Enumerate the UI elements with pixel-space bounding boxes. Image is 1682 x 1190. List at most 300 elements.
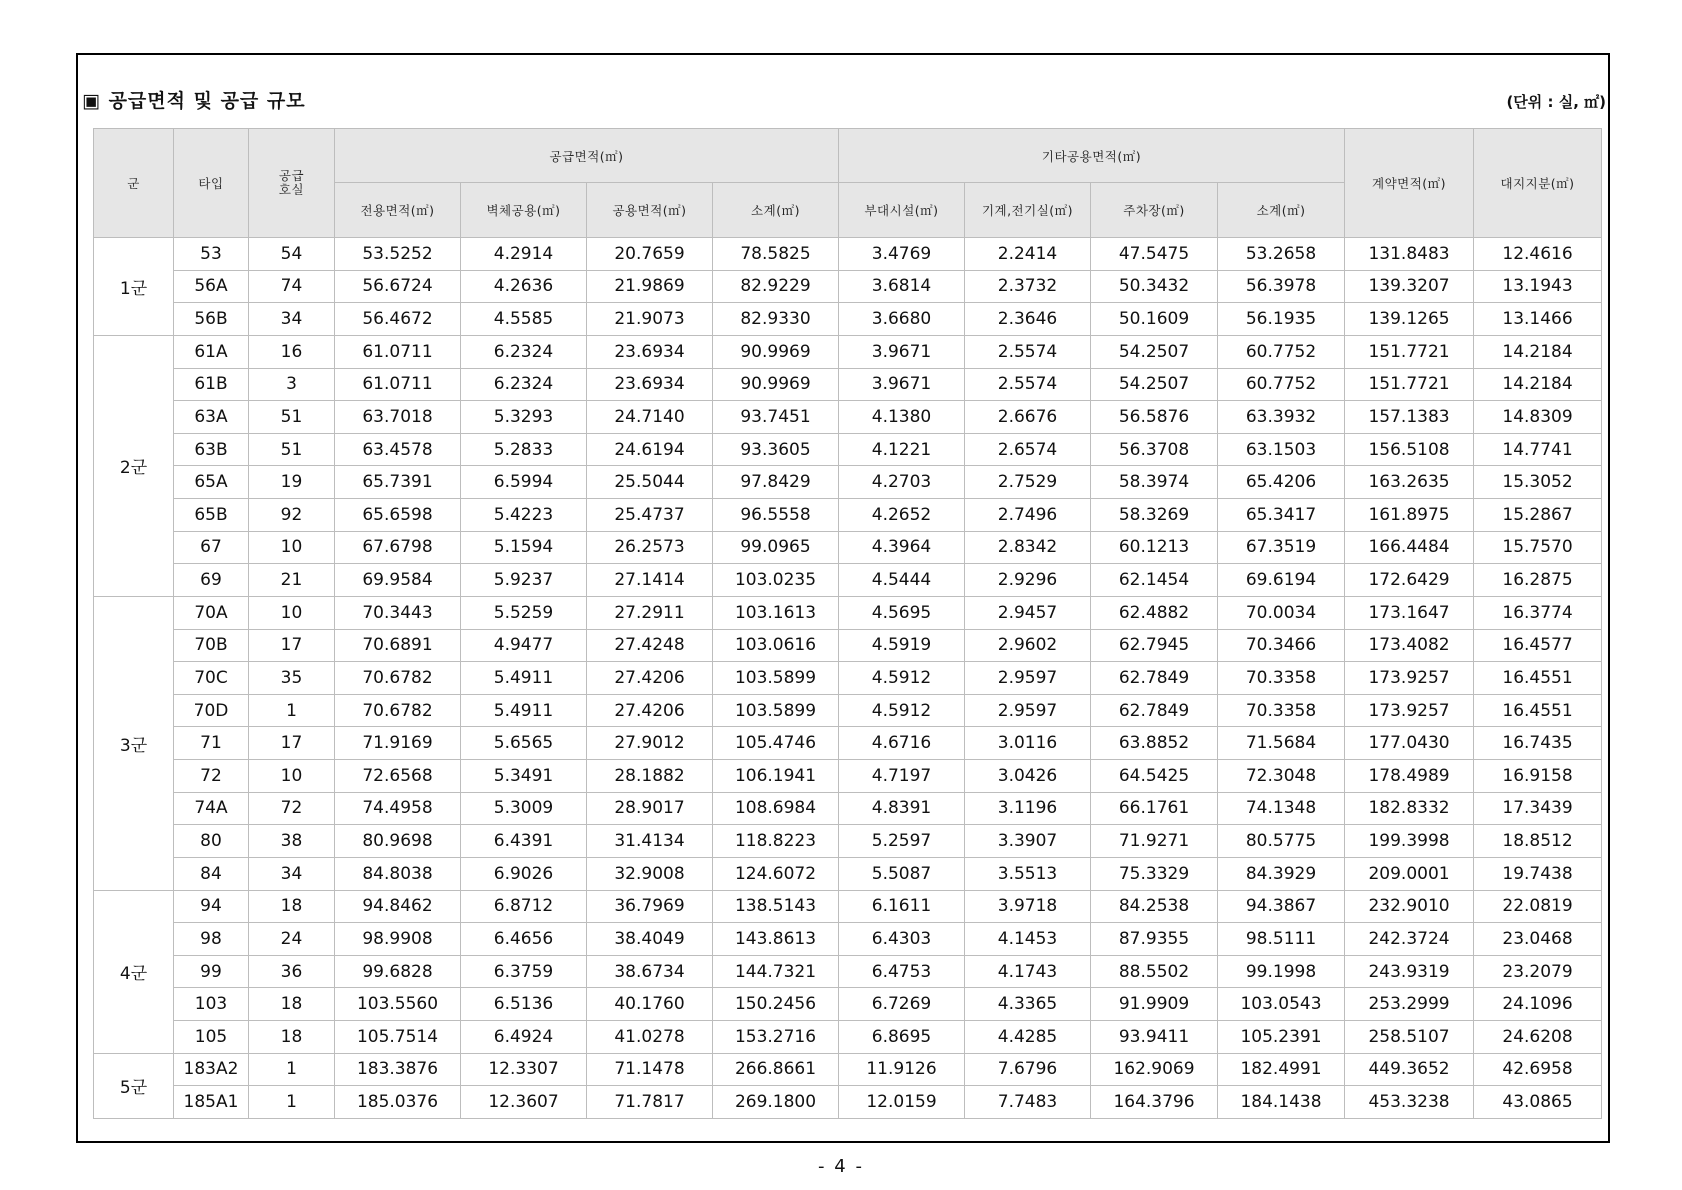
land-share-cell: 16.2875 — [1474, 564, 1602, 597]
contract-area-cell: 163.2635 — [1345, 466, 1474, 499]
common-cell: 25.4737 — [587, 499, 713, 532]
subtotal-supply-cell: 144.7321 — [713, 955, 839, 988]
header-type: 타입 — [174, 129, 249, 238]
land-share-cell: 19.7438 — [1474, 857, 1602, 890]
land-share-cell: 15.3052 — [1474, 466, 1602, 499]
land-share-cell: 16.9158 — [1474, 760, 1602, 793]
land-share-cell: 18.8512 — [1474, 825, 1602, 858]
auxiliary-cell: 12.0159 — [839, 1086, 965, 1119]
header-units-label: 공급 호실 — [278, 168, 305, 197]
wall-common-cell: 6.4391 — [461, 825, 587, 858]
land-share-cell: 23.2079 — [1474, 955, 1602, 988]
auxiliary-cell: 4.6716 — [839, 727, 965, 760]
type-cell: 70C — [174, 662, 249, 695]
subtotal-other-cell: 67.3519 — [1218, 531, 1345, 564]
units-cell: 38 — [249, 825, 335, 858]
units-cell: 10 — [249, 760, 335, 793]
contract-area-cell: 161.8975 — [1345, 499, 1474, 532]
wall-common-cell: 5.3009 — [461, 792, 587, 825]
common-cell: 71.1478 — [587, 1053, 713, 1086]
contract-area-cell: 157.1383 — [1345, 401, 1474, 434]
wall-common-cell: 4.2636 — [461, 270, 587, 303]
land-share-cell: 14.2184 — [1474, 335, 1602, 368]
exclusive-cell: 98.9908 — [335, 923, 461, 956]
unit-note: (단위 : 실, ㎡) — [1506, 93, 1606, 111]
units-cell: 10 — [249, 531, 335, 564]
exclusive-cell: 53.5252 — [335, 238, 461, 271]
table-row — [94, 694, 1602, 727]
parking-cell: 71.9271 — [1091, 825, 1218, 858]
machine-elec-cell: 2.9602 — [965, 629, 1091, 662]
machine-elec-cell: 2.2414 — [965, 238, 1091, 271]
units-cell: 18 — [249, 890, 335, 923]
auxiliary-cell: 3.4769 — [839, 238, 965, 271]
machine-elec-cell: 2.3646 — [965, 303, 1091, 336]
contract-area-cell: 139.3207 — [1345, 270, 1474, 303]
subtotal-other-cell: 98.5111 — [1218, 923, 1345, 956]
subtotal-other-cell: 65.3417 — [1218, 499, 1345, 532]
contract-area-cell: 156.5108 — [1345, 433, 1474, 466]
contract-area-cell: 173.4082 — [1345, 629, 1474, 662]
type-cell: 71 — [174, 727, 249, 760]
machine-elec-cell: 3.5513 — [965, 857, 1091, 890]
type-cell: 80 — [174, 825, 249, 858]
table-row — [94, 792, 1602, 825]
type-cell: 103 — [174, 988, 249, 1021]
parking-cell: 75.3329 — [1091, 857, 1218, 890]
common-cell: 71.7817 — [587, 1086, 713, 1119]
exclusive-cell: 80.9698 — [335, 825, 461, 858]
units-cell: 1 — [249, 1086, 335, 1119]
type-cell: 183A2 — [174, 1053, 249, 1086]
auxiliary-cell: 4.3964 — [839, 531, 965, 564]
common-cell: 26.2573 — [587, 531, 713, 564]
exclusive-cell: 71.9169 — [335, 727, 461, 760]
subtotal-other-cell: 99.1998 — [1218, 955, 1345, 988]
common-cell: 25.5044 — [587, 466, 713, 499]
page-number: - 4 - — [818, 1156, 864, 1177]
land-share-cell: 17.3439 — [1474, 792, 1602, 825]
wall-common-cell: 5.6565 — [461, 727, 587, 760]
common-cell: 32.9008 — [587, 857, 713, 890]
subtotal-supply-cell: 78.5825 — [713, 238, 839, 271]
common-cell: 36.7969 — [587, 890, 713, 923]
units-cell: 10 — [249, 596, 335, 629]
land-share-cell: 43.0865 — [1474, 1086, 1602, 1119]
units-cell: 1 — [249, 694, 335, 727]
common-cell: 28.1882 — [587, 760, 713, 793]
exclusive-cell: 70.3443 — [335, 596, 461, 629]
parking-cell: 62.1454 — [1091, 564, 1218, 597]
exclusive-cell: 70.6891 — [335, 629, 461, 662]
header-other-common-area: 기타공용면적(㎡) — [839, 129, 1345, 183]
exclusive-cell: 74.4958 — [335, 792, 461, 825]
parking-cell: 162.9069 — [1091, 1053, 1218, 1086]
wall-common-cell: 4.5585 — [461, 303, 587, 336]
machine-elec-cell: 3.9718 — [965, 890, 1091, 923]
auxiliary-cell: 4.5919 — [839, 629, 965, 662]
common-cell: 27.4206 — [587, 694, 713, 727]
parking-cell: 63.8852 — [1091, 727, 1218, 760]
contract-area-cell: 232.9010 — [1345, 890, 1474, 923]
units-cell: 54 — [249, 238, 335, 271]
subtotal-other-cell: 94.3867 — [1218, 890, 1345, 923]
machine-elec-cell: 3.0116 — [965, 727, 1091, 760]
units-cell: 24 — [249, 923, 335, 956]
parking-cell: 84.2538 — [1091, 890, 1218, 923]
machine-elec-cell: 2.6574 — [965, 433, 1091, 466]
land-share-cell: 15.7570 — [1474, 531, 1602, 564]
contract-area-cell: 178.4989 — [1345, 760, 1474, 793]
parking-cell: 58.3269 — [1091, 499, 1218, 532]
common-cell: 27.4248 — [587, 629, 713, 662]
common-cell: 21.9073 — [587, 303, 713, 336]
subtotal-supply-cell: 90.9969 — [713, 335, 839, 368]
parking-cell: 56.5876 — [1091, 401, 1218, 434]
table-row — [94, 596, 1602, 629]
units-cell: 19 — [249, 466, 335, 499]
land-share-cell: 24.6208 — [1474, 1021, 1602, 1054]
common-cell: 41.0278 — [587, 1021, 713, 1054]
subtotal-other-cell: 71.5684 — [1218, 727, 1345, 760]
wall-common-cell: 5.9237 — [461, 564, 587, 597]
machine-elec-cell: 2.6676 — [965, 401, 1091, 434]
common-cell: 23.6934 — [587, 335, 713, 368]
wall-common-cell: 5.1594 — [461, 531, 587, 564]
parking-cell: 50.1609 — [1091, 303, 1218, 336]
auxiliary-cell: 11.9126 — [839, 1053, 965, 1086]
machine-elec-cell: 4.1743 — [965, 955, 1091, 988]
group-cell: 2군 — [94, 335, 174, 596]
common-cell: 31.4134 — [587, 825, 713, 858]
units-cell: 35 — [249, 662, 335, 695]
common-cell: 20.7659 — [587, 238, 713, 271]
machine-elec-cell: 2.9296 — [965, 564, 1091, 597]
auxiliary-cell: 3.6680 — [839, 303, 965, 336]
type-cell: 70B — [174, 629, 249, 662]
subtotal-other-cell: 63.1503 — [1218, 433, 1345, 466]
exclusive-cell: 70.6782 — [335, 694, 461, 727]
parking-cell: 66.1761 — [1091, 792, 1218, 825]
auxiliary-cell: 6.4753 — [839, 955, 965, 988]
group-cell: 5군 — [94, 1053, 174, 1118]
wall-common-cell: 6.9026 — [461, 857, 587, 890]
exclusive-cell: 70.6782 — [335, 662, 461, 695]
type-cell: 56B — [174, 303, 249, 336]
contract-area-cell: 243.9319 — [1345, 955, 1474, 988]
subtotal-other-cell: 70.3466 — [1218, 629, 1345, 662]
units-cell: 21 — [249, 564, 335, 597]
parking-cell: 93.9411 — [1091, 1021, 1218, 1054]
subtotal-other-cell: 72.3048 — [1218, 760, 1345, 793]
header-units — [249, 129, 335, 238]
header-exclusive: 전용면적(㎡) — [335, 183, 461, 238]
subtotal-supply-cell: 99.0965 — [713, 531, 839, 564]
contract-area-cell: 139.1265 — [1345, 303, 1474, 336]
section-title: ▣ 공급면적 및 공급 규모 — [82, 90, 306, 112]
subtotal-supply-cell: 103.0235 — [713, 564, 839, 597]
wall-common-cell: 5.3293 — [461, 401, 587, 434]
parking-cell: 91.9909 — [1091, 988, 1218, 1021]
land-share-cell: 22.0819 — [1474, 890, 1602, 923]
table-body — [94, 238, 1602, 1119]
contract-area-cell: 172.6429 — [1345, 564, 1474, 597]
common-cell: 21.9869 — [587, 270, 713, 303]
subtotal-supply-cell: 269.1800 — [713, 1086, 839, 1119]
units-cell: 3 — [249, 368, 335, 401]
exclusive-cell: 103.5560 — [335, 988, 461, 1021]
exclusive-cell: 185.0376 — [335, 1086, 461, 1119]
common-cell: 24.6194 — [587, 433, 713, 466]
contract-area-cell: 151.7721 — [1345, 368, 1474, 401]
subtotal-other-cell: 70.3358 — [1218, 662, 1345, 695]
wall-common-cell: 5.4911 — [461, 694, 587, 727]
machine-elec-cell: 4.4285 — [965, 1021, 1091, 1054]
subtotal-other-cell: 80.5775 — [1218, 825, 1345, 858]
machine-elec-cell: 4.1453 — [965, 923, 1091, 956]
subtotal-supply-cell: 105.4746 — [713, 727, 839, 760]
wall-common-cell: 6.4924 — [461, 1021, 587, 1054]
type-cell: 61B — [174, 368, 249, 401]
land-share-cell: 24.1096 — [1474, 988, 1602, 1021]
auxiliary-cell: 6.4303 — [839, 923, 965, 956]
wall-common-cell: 6.2324 — [461, 368, 587, 401]
type-cell: 69 — [174, 564, 249, 597]
land-share-cell: 15.2867 — [1474, 499, 1602, 532]
machine-elec-cell: 7.7483 — [965, 1086, 1091, 1119]
table-row — [94, 825, 1602, 858]
land-share-cell: 42.6958 — [1474, 1053, 1602, 1086]
wall-common-cell: 6.4656 — [461, 923, 587, 956]
auxiliary-cell: 4.5912 — [839, 694, 965, 727]
exclusive-cell: 84.8038 — [335, 857, 461, 890]
units-cell: 51 — [249, 433, 335, 466]
table-row — [94, 857, 1602, 890]
common-cell: 24.7140 — [587, 401, 713, 434]
type-cell: 70D — [174, 694, 249, 727]
exclusive-cell: 63.4578 — [335, 433, 461, 466]
subtotal-supply-cell: 93.7451 — [713, 401, 839, 434]
auxiliary-cell: 6.7269 — [839, 988, 965, 1021]
subtotal-supply-cell: 138.5143 — [713, 890, 839, 923]
table-row — [94, 760, 1602, 793]
exclusive-cell: 99.6828 — [335, 955, 461, 988]
parking-cell: 50.3432 — [1091, 270, 1218, 303]
contract-area-cell: 453.3238 — [1345, 1086, 1474, 1119]
header-subtotal-supply: 소계(㎡) — [713, 183, 839, 238]
table-row — [94, 270, 1602, 303]
subtotal-supply-cell: 90.9969 — [713, 368, 839, 401]
exclusive-cell: 65.6598 — [335, 499, 461, 532]
table-row — [94, 466, 1602, 499]
units-cell: 34 — [249, 857, 335, 890]
common-cell: 27.4206 — [587, 662, 713, 695]
table-row — [94, 401, 1602, 434]
table-row — [94, 727, 1602, 760]
type-cell: 185A1 — [174, 1086, 249, 1119]
auxiliary-cell: 5.2597 — [839, 825, 965, 858]
subtotal-supply-cell: 108.6984 — [713, 792, 839, 825]
subtotal-supply-cell: 118.8223 — [713, 825, 839, 858]
land-share-cell: 14.7741 — [1474, 433, 1602, 466]
type-cell: 98 — [174, 923, 249, 956]
auxiliary-cell: 4.1380 — [839, 401, 965, 434]
subtotal-other-cell: 69.6194 — [1218, 564, 1345, 597]
units-cell: 34 — [249, 303, 335, 336]
subtotal-supply-cell: 143.8613 — [713, 923, 839, 956]
wall-common-cell: 5.4223 — [461, 499, 587, 532]
land-share-cell: 16.4551 — [1474, 694, 1602, 727]
wall-common-cell: 6.3759 — [461, 955, 587, 988]
auxiliary-cell: 3.9671 — [839, 368, 965, 401]
wall-common-cell: 5.2833 — [461, 433, 587, 466]
land-share-cell: 14.8309 — [1474, 401, 1602, 434]
subtotal-other-cell: 103.0543 — [1218, 988, 1345, 1021]
type-cell: 63A — [174, 401, 249, 434]
land-share-cell: 13.1943 — [1474, 270, 1602, 303]
wall-common-cell: 6.8712 — [461, 890, 587, 923]
parking-cell: 88.5502 — [1091, 955, 1218, 988]
table-row — [94, 988, 1602, 1021]
auxiliary-cell: 4.5444 — [839, 564, 965, 597]
exclusive-cell: 61.0711 — [335, 335, 461, 368]
header-auxiliary: 부대시설(㎡) — [839, 183, 965, 238]
auxiliary-cell: 4.5695 — [839, 596, 965, 629]
supply-area-table — [93, 128, 1602, 1119]
type-cell: 65B — [174, 499, 249, 532]
auxiliary-cell: 6.8695 — [839, 1021, 965, 1054]
group-cell: 1군 — [94, 238, 174, 336]
wall-common-cell: 4.2914 — [461, 238, 587, 271]
exclusive-cell: 56.6724 — [335, 270, 461, 303]
units-cell: 51 — [249, 401, 335, 434]
auxiliary-cell: 4.2703 — [839, 466, 965, 499]
subtotal-supply-cell: 82.9330 — [713, 303, 839, 336]
exclusive-cell: 56.4672 — [335, 303, 461, 336]
contract-area-cell: 173.1647 — [1345, 596, 1474, 629]
subtotal-other-cell: 84.3929 — [1218, 857, 1345, 890]
contract-area-cell: 199.3998 — [1345, 825, 1474, 858]
subtotal-other-cell: 53.2658 — [1218, 238, 1345, 271]
table-row — [94, 335, 1602, 368]
contract-area-cell: 177.0430 — [1345, 727, 1474, 760]
table-row — [94, 629, 1602, 662]
auxiliary-cell: 3.6814 — [839, 270, 965, 303]
wall-common-cell: 4.9477 — [461, 629, 587, 662]
contract-area-cell: 166.4484 — [1345, 531, 1474, 564]
parking-cell: 56.3708 — [1091, 433, 1218, 466]
header-land-share: 대지지분(㎡) — [1474, 129, 1602, 238]
contract-area-cell: 151.7721 — [1345, 335, 1474, 368]
type-cell: 94 — [174, 890, 249, 923]
parking-cell: 54.2507 — [1091, 335, 1218, 368]
machine-elec-cell: 2.8342 — [965, 531, 1091, 564]
auxiliary-cell: 6.1611 — [839, 890, 965, 923]
table-row — [94, 955, 1602, 988]
wall-common-cell: 12.3307 — [461, 1053, 587, 1086]
units-cell: 17 — [249, 629, 335, 662]
machine-elec-cell: 2.5574 — [965, 335, 1091, 368]
units-cell: 36 — [249, 955, 335, 988]
subtotal-supply-cell: 153.2716 — [713, 1021, 839, 1054]
table-row — [94, 890, 1602, 923]
common-cell: 40.1760 — [587, 988, 713, 1021]
units-cell: 72 — [249, 792, 335, 825]
auxiliary-cell: 3.9671 — [839, 335, 965, 368]
land-share-cell: 12.4616 — [1474, 238, 1602, 271]
exclusive-cell: 94.8462 — [335, 890, 461, 923]
group-cell: 4군 — [94, 890, 174, 1053]
subtotal-supply-cell: 103.5899 — [713, 694, 839, 727]
type-cell: 53 — [174, 238, 249, 271]
exclusive-cell: 61.0711 — [335, 368, 461, 401]
units-cell: 18 — [249, 1021, 335, 1054]
subtotal-supply-cell: 103.5899 — [713, 662, 839, 695]
type-cell: 99 — [174, 955, 249, 988]
machine-elec-cell: 3.0426 — [965, 760, 1091, 793]
parking-cell: 62.4882 — [1091, 596, 1218, 629]
subtotal-other-cell: 70.0034 — [1218, 596, 1345, 629]
units-cell: 17 — [249, 727, 335, 760]
wall-common-cell: 5.5259 — [461, 596, 587, 629]
subtotal-other-cell: 184.1438 — [1218, 1086, 1345, 1119]
subtotal-other-cell: 56.1935 — [1218, 303, 1345, 336]
table-row — [94, 499, 1602, 532]
header-contract-area: 계약면적(㎡) — [1345, 129, 1474, 238]
subtotal-other-cell: 105.2391 — [1218, 1021, 1345, 1054]
machine-elec-cell: 2.3732 — [965, 270, 1091, 303]
header-group: 군 — [94, 129, 174, 238]
exclusive-cell: 63.7018 — [335, 401, 461, 434]
header-subtotal-other: 소계(㎡) — [1218, 183, 1345, 238]
parking-cell: 64.5425 — [1091, 760, 1218, 793]
subtotal-supply-cell: 93.3605 — [713, 433, 839, 466]
common-cell: 23.6934 — [587, 368, 713, 401]
wall-common-cell: 6.5136 — [461, 988, 587, 1021]
land-share-cell: 23.0468 — [1474, 923, 1602, 956]
auxiliary-cell: 4.8391 — [839, 792, 965, 825]
table-row — [94, 923, 1602, 956]
subtotal-other-cell: 65.4206 — [1218, 466, 1345, 499]
type-cell: 74A — [174, 792, 249, 825]
type-cell: 65A — [174, 466, 249, 499]
exclusive-cell: 65.7391 — [335, 466, 461, 499]
wall-common-cell: 5.3491 — [461, 760, 587, 793]
parking-cell: 62.7849 — [1091, 662, 1218, 695]
land-share-cell: 16.4551 — [1474, 662, 1602, 695]
subtotal-supply-cell: 106.1941 — [713, 760, 839, 793]
units-cell: 1 — [249, 1053, 335, 1086]
machine-elec-cell: 2.9597 — [965, 694, 1091, 727]
table-row — [94, 238, 1602, 271]
contract-area-cell: 242.3724 — [1345, 923, 1474, 956]
table-row — [94, 303, 1602, 336]
contract-area-cell: 182.8332 — [1345, 792, 1474, 825]
subtotal-supply-cell: 124.6072 — [713, 857, 839, 890]
units-cell: 92 — [249, 499, 335, 532]
machine-elec-cell: 7.6796 — [965, 1053, 1091, 1086]
land-share-cell: 16.3774 — [1474, 596, 1602, 629]
units-cell: 74 — [249, 270, 335, 303]
subtotal-supply-cell: 103.0616 — [713, 629, 839, 662]
wall-common-cell: 6.2324 — [461, 335, 587, 368]
contract-area-cell: 131.8483 — [1345, 238, 1474, 271]
table-row — [94, 1086, 1602, 1119]
header-parking: 주차장(㎡) — [1091, 183, 1218, 238]
machine-elec-cell: 2.5574 — [965, 368, 1091, 401]
table-row — [94, 1021, 1602, 1054]
type-cell: 61A — [174, 335, 249, 368]
